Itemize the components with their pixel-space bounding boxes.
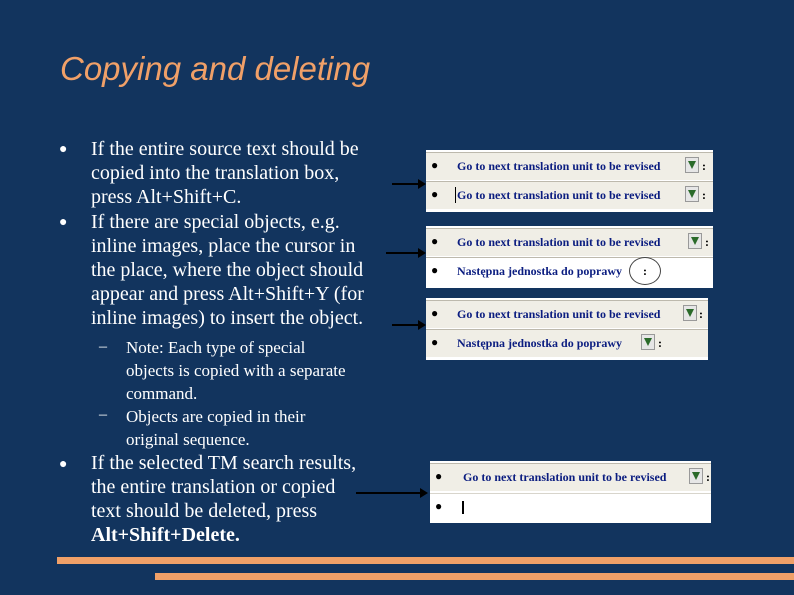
text-cursor [455, 187, 456, 203]
bullet-1-line: press Alt+Shift+C. [91, 186, 242, 208]
unit-row-target[interactable] [426, 329, 708, 357]
text-cursor [462, 501, 464, 514]
slide-title: Copying and deleting [60, 50, 371, 87]
subbullet-2-line: original sequence. [126, 430, 250, 449]
pointer-arrow [392, 183, 424, 185]
bullet-marker: ● [59, 457, 68, 472]
unit-row-source [426, 300, 708, 328]
bullet-1-line: If the entire source text should be [91, 138, 359, 160]
row-bullet: ● [435, 499, 443, 513]
row-bullet: ● [431, 187, 439, 201]
screenshot-panel-4 [430, 461, 711, 523]
bullet-3-line: text should be deleted, press [91, 500, 318, 522]
row-colon: : [702, 159, 706, 173]
subbullet-2 [126, 405, 416, 451]
unit-row-source [426, 152, 713, 180]
bullet-2-line: inline images) to insert the object. [91, 307, 364, 329]
bullet-2 [91, 210, 421, 330]
bullet-3 [91, 451, 421, 547]
down-arrow-icon[interactable] [685, 186, 699, 202]
bullet-3-line: Alt+Shift+Delete. [91, 524, 240, 546]
subbullet-1-line: objects is copied with a separate [126, 361, 346, 380]
bullet-2-line: If there are special objects, e.g. [91, 211, 340, 233]
down-arrow-icon[interactable] [688, 233, 702, 249]
screenshot-panel-2 [426, 226, 713, 288]
screenshot-panel-3 [426, 298, 708, 360]
bullet-3-line: the entire translation or copied [91, 476, 336, 498]
bullet-3-line: If the selected TM search results, [91, 452, 357, 474]
row-colon: : [699, 307, 703, 321]
row-bullet: ● [431, 335, 439, 349]
row-colon: : [658, 336, 662, 350]
screenshot-panel-1 [426, 150, 713, 212]
bullet-1 [91, 137, 421, 209]
down-arrow-icon[interactable] [689, 468, 703, 484]
pointer-arrow [386, 252, 424, 254]
row-text: Go to next translation unit to be revised [463, 470, 667, 484]
decor-bar-top [57, 557, 794, 564]
row-bullet: ● [431, 234, 439, 248]
pointer-arrow [356, 492, 426, 494]
subbullet-marker: – [99, 338, 107, 355]
unit-row-target[interactable] [426, 181, 713, 209]
row-text: Go to next translation unit to be revised [457, 235, 661, 249]
unit-row-target[interactable] [430, 493, 711, 521]
subbullet-2-line: Objects are copied in their [126, 407, 306, 426]
row-text: Następna jednostka do poprawy [457, 264, 623, 278]
row-colon: : [706, 470, 710, 484]
bullet-marker: ● [59, 142, 68, 157]
subbullet-1-line: Note: Each type of special [126, 338, 306, 357]
row-text: Go to next translation unit to be revised [457, 159, 661, 173]
subbullet-1 [126, 336, 416, 405]
row-bullet: ● [431, 263, 439, 277]
bullet-2-line: the place, where the object should [91, 259, 364, 281]
bullet-2-line: appear and press Alt+Shift+Y (for [91, 283, 364, 305]
unit-row-target[interactable] [426, 257, 713, 285]
row-colon: : [705, 235, 709, 249]
down-arrow-icon[interactable] [685, 157, 699, 173]
pointer-arrow [392, 324, 424, 326]
row-text: Następna jednostka do poprawy [457, 336, 623, 350]
decor-bar-bottom [155, 573, 794, 580]
row-colon: : [643, 264, 647, 278]
row-text: Go to next translation unit to be revised [457, 188, 661, 202]
down-arrow-icon[interactable] [641, 334, 655, 350]
row-bullet: ● [431, 306, 439, 320]
subbullet-marker: – [99, 406, 107, 423]
bullet-1-line: copied into the translation box, [91, 162, 340, 184]
down-arrow-icon[interactable] [683, 305, 697, 321]
unit-row-source [430, 463, 711, 491]
row-bullet: ● [435, 469, 443, 483]
row-text: Go to next translation unit to be revised [457, 307, 661, 321]
highlight-circle [629, 257, 661, 285]
subbullet-1-line: command. [126, 384, 198, 403]
bullet-marker: ● [59, 215, 68, 230]
unit-row-source [426, 228, 713, 256]
bullet-2-line: inline images, place the cursor in [91, 235, 356, 257]
row-colon: : [702, 188, 706, 202]
row-bullet: ● [431, 158, 439, 172]
